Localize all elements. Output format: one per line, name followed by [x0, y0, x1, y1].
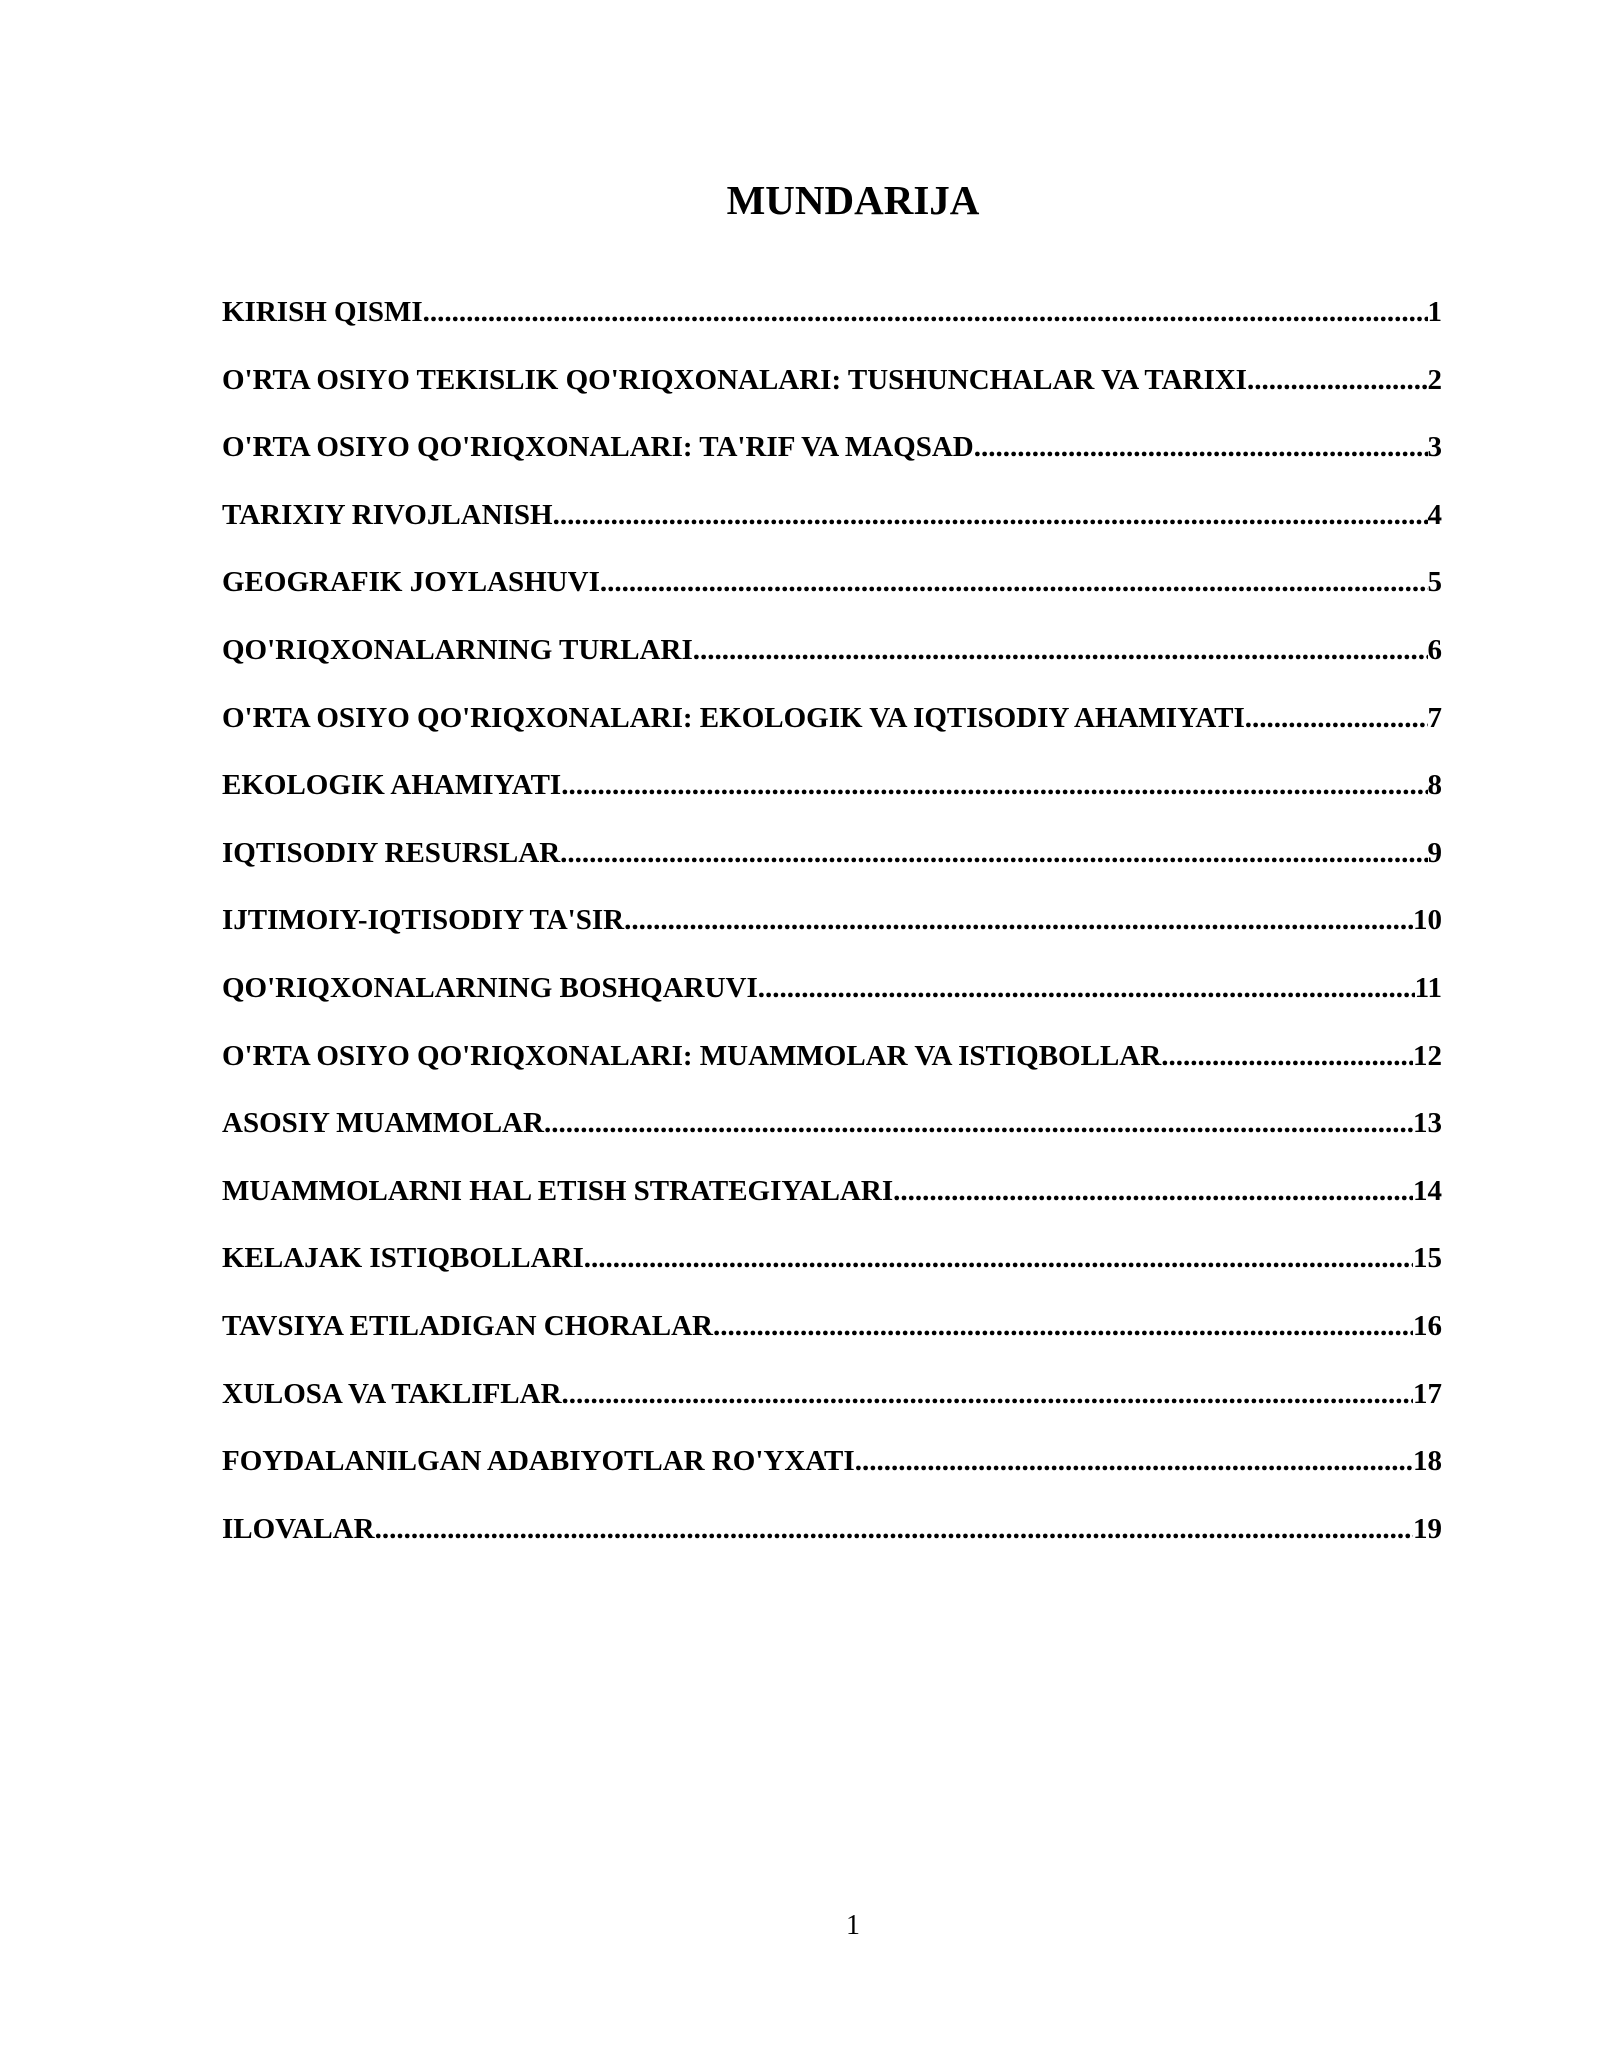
toc-entry[interactable] — [222, 1036, 1442, 1104]
toc-entry-label: EKOLOGIK AHAMIYATI — [222, 769, 562, 802]
toc-entry-label: ILOVALAR — [222, 1512, 375, 1545]
toc-entry[interactable] — [222, 1306, 1442, 1374]
toc-dot-leader — [600, 562, 1428, 602]
toc-entry-label: QO'RIQXONALARNING TURLARI — [222, 633, 693, 666]
toc-entry[interactable] — [222, 292, 1442, 360]
toc-entry-page-number: 9 — [1427, 836, 1442, 869]
toc-entry[interactable] — [222, 1441, 1442, 1509]
toc-entry-page-number: 6 — [1427, 633, 1442, 666]
toc-dot-leader — [624, 900, 1413, 940]
toc-entry-label: TARIXIY RIVOJLANISH — [222, 498, 553, 531]
toc-entry[interactable] — [222, 1103, 1442, 1171]
toc-entry-page-number: 10 — [1413, 904, 1442, 937]
toc-entry-page-number: 2 — [1427, 363, 1442, 396]
toc-entry-page-number: 14 — [1413, 1174, 1442, 1207]
toc-dot-leader — [544, 1103, 1413, 1143]
toc-dot-leader — [553, 495, 1428, 535]
toc-entry-page-number: 17 — [1413, 1377, 1442, 1410]
toc-entry-label: O'RTA OSIYO QO'RIQXONALARI: MUAMMOLAR VA ISTIQBOLLAR — [222, 1039, 1162, 1072]
toc-entry-label: GEOGRAFIK JOYLASHUVI — [222, 566, 600, 599]
toc-dot-leader — [1247, 360, 1428, 400]
toc-entry-label: IJTIMOIY-IQTISODIY TA'SIR — [222, 904, 625, 937]
page-number: 1 — [846, 1910, 860, 1941]
toc-dot-leader — [560, 833, 1427, 873]
toc-dot-leader — [423, 292, 1428, 332]
toc-dot-leader — [584, 1238, 1413, 1278]
toc-dot-leader — [758, 968, 1415, 1008]
toc-entry[interactable] — [222, 1374, 1442, 1442]
toc-entry-page-number: 11 — [1414, 971, 1442, 1004]
toc-entry[interactable] — [222, 1509, 1442, 1577]
toc-dot-leader — [1161, 1036, 1413, 1076]
toc-entry-page-number: 7 — [1427, 701, 1442, 734]
toc-entry-page-number: 19 — [1413, 1512, 1442, 1545]
toc-entry-label: KIRISH QISMI — [222, 296, 423, 328]
toc-dot-leader — [562, 1374, 1413, 1414]
toc-entry[interactable] — [222, 968, 1442, 1036]
toc-entry[interactable] — [222, 698, 1442, 766]
toc-entry-label: IQTISODIY RESURSLAR — [222, 836, 561, 869]
toc-entry[interactable] — [222, 427, 1442, 495]
toc-entry[interactable] — [222, 630, 1442, 698]
page-title: MUNDARIJA — [726, 177, 980, 224]
toc-entry-page-number: 3 — [1427, 431, 1442, 464]
toc-entry-label: ASOSIY MUAMMOLAR — [222, 1107, 544, 1140]
toc-entry-label: KELAJAK ISTIQBOLLARI — [222, 1242, 584, 1275]
toc-dot-leader — [561, 765, 1427, 805]
toc-entry[interactable] — [222, 1171, 1442, 1239]
toc-entry-label: QO'RIQXONALARNING BOSHQARUVI — [222, 971, 758, 1004]
toc-entry[interactable] — [222, 360, 1442, 428]
toc-entry-label: O'RTA OSIYO QO'RIQXONALARI: EKOLOGIK VA IQTISODIY AHAMIYATI — [222, 701, 1245, 734]
toc-entry-page-number: 12 — [1413, 1039, 1442, 1072]
toc-entry[interactable] — [222, 900, 1442, 968]
toc-dot-leader — [893, 1171, 1413, 1211]
table-of-contents — [222, 292, 1442, 1576]
toc-entry-label: FOYDALANILGAN ADABIYOTLAR RO'YXATI — [222, 1445, 855, 1478]
toc-entry-label: O'RTA OSIYO QO'RIQXONALARI: TA'RIF VA MAQSAD — [222, 431, 974, 464]
toc-dot-leader — [855, 1441, 1413, 1481]
toc-entry-label: MUAMMOLARNI HAL ETISH STRATEGIYALARI — [222, 1174, 894, 1207]
toc-entry-page-number: 4 — [1427, 498, 1442, 531]
toc-entry-label: TAVSIYA ETILADIGAN CHORALAR — [222, 1309, 713, 1342]
toc-entry-page-number: 8 — [1427, 769, 1442, 802]
toc-entry-page-number: 18 — [1413, 1445, 1442, 1478]
toc-entry-page-number: 5 — [1427, 566, 1442, 599]
toc-entry-label: XULOSA VA TAKLIFLAR — [222, 1377, 562, 1410]
toc-dot-leader — [974, 427, 1428, 467]
toc-dot-leader — [713, 1306, 1413, 1346]
toc-entry[interactable] — [222, 833, 1442, 901]
toc-entry[interactable] — [222, 495, 1442, 563]
toc-dot-leader — [693, 630, 1428, 670]
toc-entry[interactable] — [222, 765, 1442, 833]
toc-entry-page-number: 15 — [1413, 1242, 1442, 1275]
toc-entry-page-number: 1 — [1427, 296, 1442, 328]
toc-entry-label: O'RTA OSIYO TEKISLIK QO'RIQXONALARI: TUSHUNCHALAR VA TARIXI — [222, 363, 1247, 396]
toc-entry-page-number: 16 — [1413, 1309, 1442, 1342]
toc-entry[interactable] — [222, 1238, 1442, 1306]
toc-entry[interactable] — [222, 562, 1442, 630]
toc-dot-leader — [1245, 698, 1428, 738]
toc-entry-page-number: 13 — [1413, 1107, 1442, 1140]
toc-dot-leader — [375, 1509, 1413, 1549]
